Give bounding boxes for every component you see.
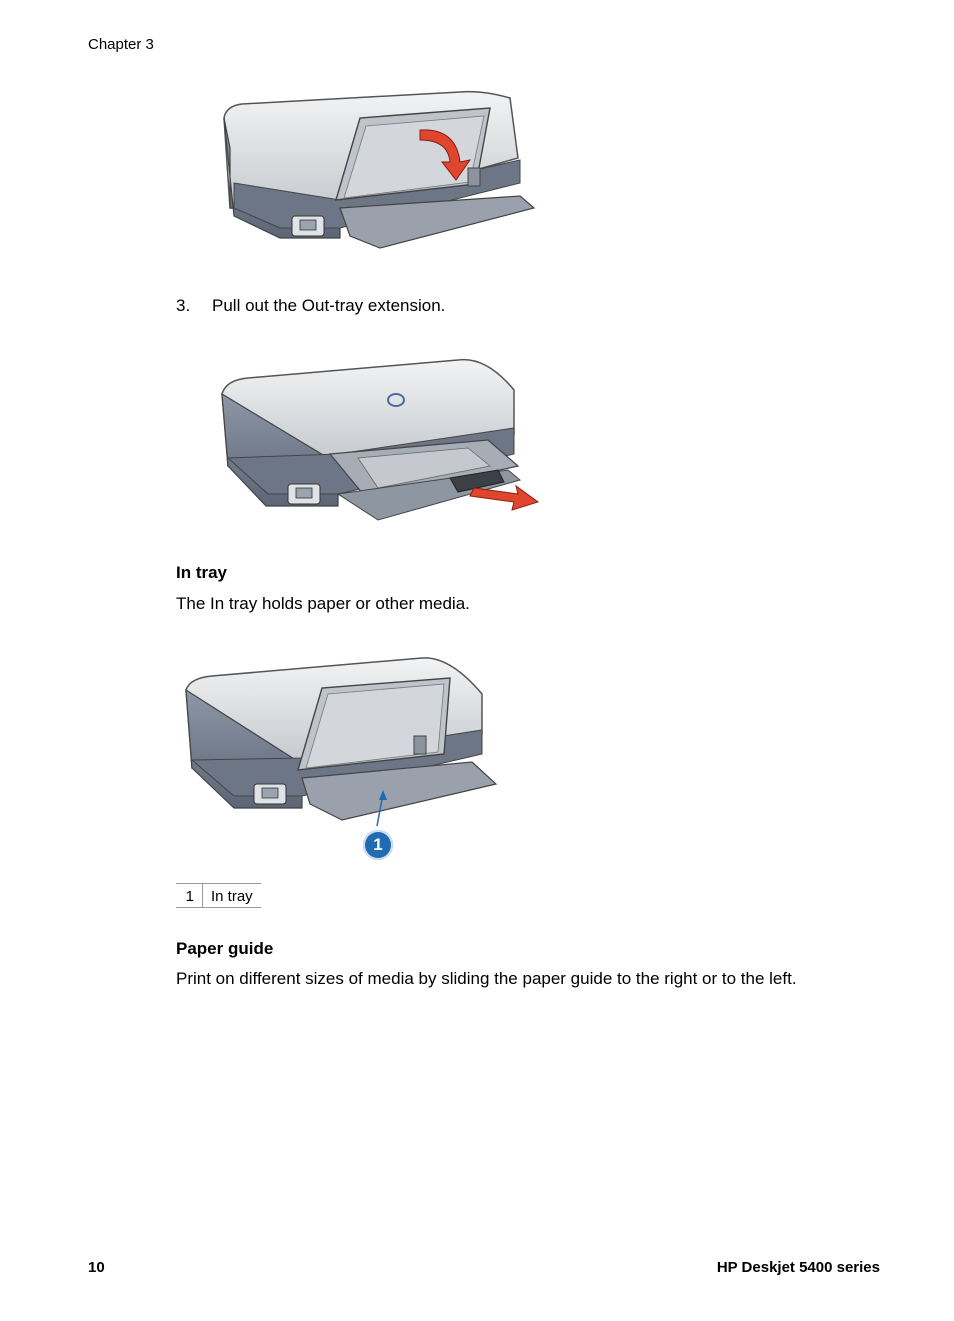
printer-figure-extension	[218, 354, 540, 524]
in-tray-heading: In tray	[176, 563, 228, 582]
in-tray-body: The In tray holds paper or other media.	[176, 594, 470, 613]
step-3	[176, 296, 445, 316]
in-tray-callout	[363, 830, 393, 860]
product-name: HP Deskjet 5400 series	[716, 1259, 880, 1276]
in-tray-legend	[176, 883, 261, 908]
printer-figure-in-tray	[182, 654, 500, 868]
printer-figure-open-tray	[220, 88, 540, 258]
legend-row	[176, 884, 261, 908]
paper-guide-heading: Paper guide	[176, 939, 274, 958]
in-tray-callout-number: 1	[373, 835, 383, 854]
paper-guide-body: Print on different sizes of media by sliding the paper guide to the right or to the left.	[176, 969, 797, 988]
legend-label: In tray	[203, 884, 261, 908]
legend-number: 1	[176, 884, 203, 908]
page-number: 10	[88, 1259, 105, 1276]
step-3-number: 3.	[176, 296, 191, 315]
chapter-label: Chapter 3	[88, 36, 154, 53]
step-3-text: Pull out the Out-tray extension.	[212, 296, 446, 315]
